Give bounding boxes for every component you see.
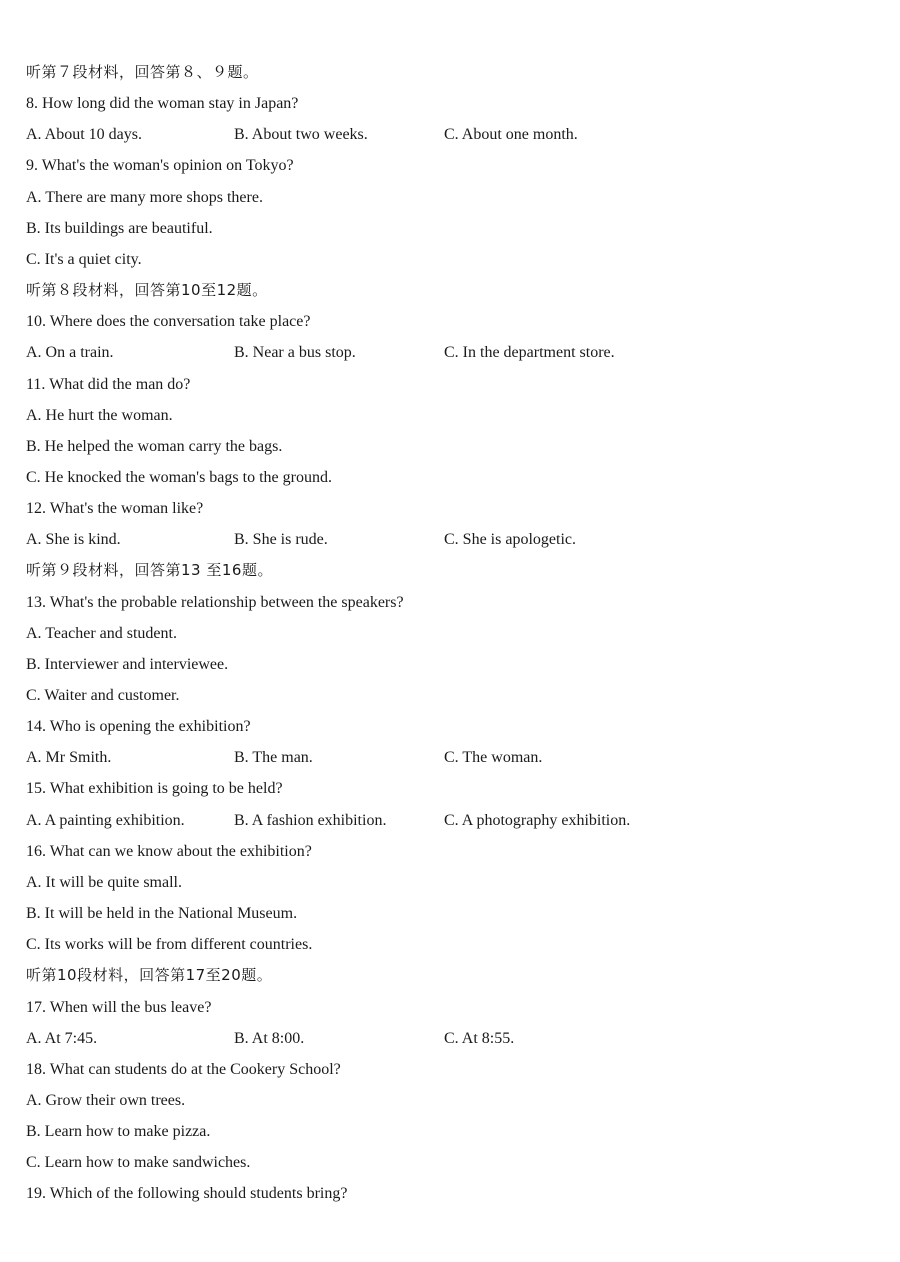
answer-option: C. Its works will be from different countries. xyxy=(26,936,313,953)
section-heading: 听第10段材料，回答第17至20题。 xyxy=(26,966,273,984)
answer-option: A. On a train. xyxy=(26,344,114,361)
answer-option: A. Teacher and student. xyxy=(26,625,177,642)
question-text: 13. What's the probable relationship between the speakers? xyxy=(26,594,404,611)
answer-option: A. There are many more shops there. xyxy=(26,189,263,206)
answer-option: B. Learn how to make pizza. xyxy=(26,1123,211,1140)
question-text: 19. Which of the following should students bring? xyxy=(26,1185,348,1202)
answer-option: C. He knocked the woman's bags to the ground. xyxy=(26,469,332,486)
answer-option: B. He helped the woman carry the bags. xyxy=(26,438,283,455)
option-row xyxy=(26,742,886,773)
option-row xyxy=(26,1023,886,1054)
answer-option: B. It will be held in the National Museum. xyxy=(26,905,298,922)
option-row xyxy=(26,119,886,150)
section-heading: 听第８段材料，回答第10至12题。 xyxy=(26,281,268,299)
answer-option: C. She is apologetic. xyxy=(444,531,576,548)
answer-option: B. She is rude. xyxy=(234,531,328,548)
answer-option: B. Its buildings are beautiful. xyxy=(26,220,213,237)
question-text: 10. Where does the conversation take place? xyxy=(26,313,311,330)
answer-option: A. It will be quite small. xyxy=(26,874,182,891)
answer-option: A. At 7:45. xyxy=(26,1030,98,1047)
answer-option: B. At 8:00. xyxy=(234,1030,305,1047)
question-text: 17. When will the bus leave? xyxy=(26,999,212,1016)
answer-option: B. Near a bus stop. xyxy=(234,344,356,361)
answer-option: C. The woman. xyxy=(444,749,543,766)
answer-option: A. A painting exhibition. xyxy=(26,812,185,829)
answer-option: C. Waiter and customer. xyxy=(26,687,180,704)
answer-option: B. The man. xyxy=(234,749,313,766)
answer-option: C. A photography exhibition. xyxy=(444,812,631,829)
option-row xyxy=(26,337,886,368)
answer-option: B. Interviewer and interviewee. xyxy=(26,656,229,673)
question-text: 11. What did the man do? xyxy=(26,376,191,393)
answer-option: A. Mr Smith. xyxy=(26,749,112,766)
question-text: 12. What's the woman like? xyxy=(26,500,204,517)
answer-option: A. About 10 days. xyxy=(26,126,142,143)
section-heading: 听第７段材料，回答第８、９题。 xyxy=(26,63,259,81)
answer-option: C. At 8:55. xyxy=(444,1030,515,1047)
question-text: 14. Who is opening the exhibition? xyxy=(26,718,251,735)
question-text: 8. How long did the woman stay in Japan? xyxy=(26,95,299,112)
answer-option: B. A fashion exhibition. xyxy=(234,812,387,829)
answer-option: A. Grow their own trees. xyxy=(26,1092,186,1109)
answer-option: C. It's a quiet city. xyxy=(26,251,142,268)
answer-option: A. He hurt the woman. xyxy=(26,407,173,424)
answer-option: C. In the department store. xyxy=(444,344,615,361)
question-text: 15. What exhibition is going to be held? xyxy=(26,780,283,797)
option-row xyxy=(26,524,886,555)
question-text: 18. What can students do at the Cookery School? xyxy=(26,1061,341,1078)
question-text: 9. What's the woman's opinion on Tokyo? xyxy=(26,157,294,174)
section-heading: 听第９段材料，回答第13 至16题。 xyxy=(26,561,273,579)
answer-option: B. About two weeks. xyxy=(234,126,368,143)
question-text: 16. What can we know about the exhibition? xyxy=(26,843,312,860)
answer-option: C. Learn how to make sandwiches. xyxy=(26,1154,251,1171)
answer-option: C. About one month. xyxy=(444,126,578,143)
option-row xyxy=(26,805,886,836)
answer-option: A. She is kind. xyxy=(26,531,121,548)
